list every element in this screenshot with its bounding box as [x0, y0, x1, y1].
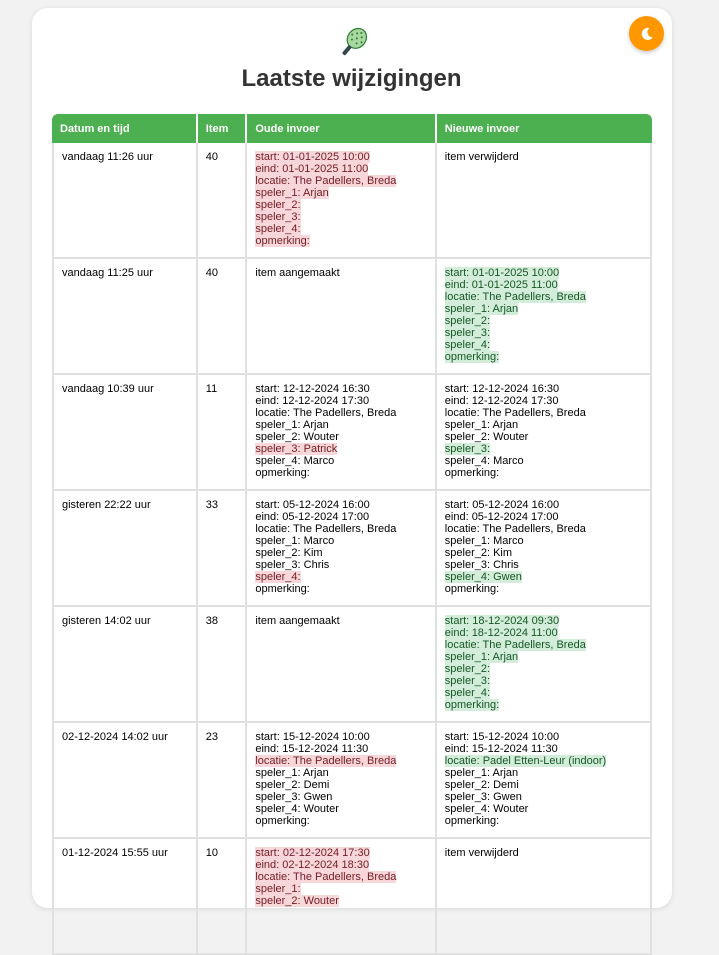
removed-value: locatie: The Padellers, Breda [255, 175, 397, 187]
moon-icon [639, 26, 655, 42]
added-value: eind: 01-01-2025 11:00 [444, 279, 558, 291]
entry-text: speler_2: Demi [255, 779, 330, 791]
entry-line [445, 383, 642, 395]
entry-line [445, 627, 642, 639]
entry-line [255, 187, 426, 199]
entry-text: speler_2: Wouter [444, 431, 529, 443]
entry-text: item aangemaakt [255, 615, 340, 627]
added-value: locatie: The Padellers, Breda [444, 639, 586, 651]
table-header-row [52, 114, 652, 143]
removed-value: eind: 01-01-2025 11:00 [255, 163, 369, 175]
removed-value: speler_1: [255, 883, 301, 895]
entry-text: opmerking: [255, 583, 310, 595]
removed-value: speler_4: [255, 571, 301, 583]
entry-line [445, 571, 642, 583]
entry-line [255, 779, 426, 791]
entry-text: speler_2: Demi [444, 779, 519, 791]
entry-line [255, 883, 426, 895]
cell-item-id: 40 [198, 143, 248, 259]
table-row [52, 259, 652, 375]
cell-old-entry [247, 143, 436, 259]
entry-line [255, 467, 426, 479]
removed-value: speler_2: [255, 199, 301, 211]
cell-datetime: vandaag 11:26 uur [52, 143, 198, 259]
entry-line [255, 419, 426, 431]
added-value: speler_4: Gwen [444, 571, 522, 583]
entry-line [445, 395, 642, 407]
added-value: opmerking: [444, 699, 500, 711]
entry-text: speler_3: Chris [444, 559, 519, 571]
entry-line [255, 895, 426, 907]
entry-line [445, 639, 642, 651]
cell-datetime: gisteren 22:22 uur [52, 491, 198, 607]
entry-text: item verwijderd [444, 847, 519, 859]
entry-line [445, 755, 642, 767]
entry-line [445, 847, 642, 859]
cell-new-entry [437, 143, 652, 259]
entry-text: start: 12-12-2024 16:30 [255, 383, 370, 395]
table-row [52, 607, 652, 723]
entry-text: locatie: The Padellers, Breda [255, 523, 397, 535]
added-value: eind: 18-12-2024 11:00 [444, 627, 558, 639]
entry-line [445, 535, 642, 547]
entry-line [445, 499, 642, 511]
cell-old-entry [247, 259, 436, 375]
entry-line [445, 407, 642, 419]
cell-item-id: 11 [198, 375, 248, 491]
added-value: speler_2: [444, 663, 491, 675]
entry-text: speler_4: Wouter [444, 803, 529, 815]
added-value: start: 01-01-2025 10:00 [444, 267, 560, 279]
entry-line [445, 767, 642, 779]
entry-line [255, 211, 426, 223]
entry-text: speler_2: Wouter [255, 431, 339, 443]
entry-line [445, 327, 642, 339]
table-row [52, 143, 652, 259]
entry-line [255, 847, 426, 859]
added-value: speler_3: [444, 327, 491, 339]
entry-text: speler_1: Marco [255, 535, 335, 547]
header-old-entry: Oude invoer [247, 114, 436, 143]
entry-line [445, 743, 642, 755]
entry-line [255, 583, 426, 595]
cell-item-id: 33 [198, 491, 248, 607]
entry-line [255, 175, 426, 187]
added-value: locatie: The Padellers, Breda [444, 291, 586, 303]
entry-line [255, 163, 426, 175]
removed-value: locatie: The Padellers, Breda [255, 871, 397, 883]
entry-line [445, 803, 642, 815]
entry-line [255, 151, 426, 163]
entry-text: speler_1: Marco [444, 535, 524, 547]
entry-line [445, 687, 642, 699]
cell-item-id: 10 [198, 839, 248, 955]
entry-line [445, 615, 642, 627]
entry-line [255, 223, 426, 235]
entry-text: speler_4: Marco [255, 455, 335, 467]
entry-line [445, 351, 642, 363]
removed-value: opmerking: [255, 235, 310, 247]
entry-line [445, 559, 642, 571]
entry-line [255, 731, 426, 743]
removed-value: speler_3: Patrick [255, 443, 338, 455]
entry-text: speler_2: Kim [444, 547, 513, 559]
entry-line [445, 791, 642, 803]
entry-line [445, 419, 642, 431]
cell-new-entry [437, 259, 652, 375]
entry-line [445, 779, 642, 791]
added-value: opmerking: [444, 351, 500, 363]
entry-text: locatie: The Padellers, Breda [255, 407, 397, 419]
theme-toggle-button[interactable] [629, 16, 664, 51]
cell-old-entry [247, 839, 436, 955]
entry-line [255, 267, 426, 279]
entry-line [255, 859, 426, 871]
entry-text: speler_1: Arjan [255, 767, 329, 779]
added-value: speler_3: [444, 443, 491, 455]
entry-text: item aangemaakt [255, 267, 340, 279]
entry-line [445, 675, 642, 687]
entry-line [255, 571, 426, 583]
entry-text: speler_2: Kim [255, 547, 323, 559]
header-datetime: Datum en tijd [52, 114, 198, 143]
cell-datetime: vandaag 11:25 uur [52, 259, 198, 375]
cell-new-entry [437, 491, 652, 607]
entry-line [445, 651, 642, 663]
cell-item-id: 23 [198, 723, 248, 839]
removed-value: start: 01-01-2025 10:00 [255, 151, 370, 163]
added-value: speler_4: [444, 339, 491, 351]
entry-line [255, 743, 426, 755]
entry-line [445, 279, 642, 291]
entry-text: opmerking: [255, 815, 310, 827]
table-row [52, 839, 652, 955]
added-value: speler_4: [444, 687, 491, 699]
cell-old-entry [247, 723, 436, 839]
cell-item-id: 38 [198, 607, 248, 723]
entry-text: speler_1: Arjan [444, 419, 519, 431]
entry-line [255, 535, 426, 547]
padel-racket-icon [335, 25, 371, 61]
entry-text: speler_4: Marco [444, 455, 524, 467]
entry-line [255, 511, 426, 523]
cell-datetime: 01-12-2024 15:55 uur [52, 839, 198, 955]
added-value: speler_2: [444, 315, 491, 327]
entry-text: start: 05-12-2024 16:00 [444, 499, 560, 511]
page-title: Laatste wijzigingen [241, 65, 462, 92]
cell-datetime: gisteren 14:02 uur [52, 607, 198, 723]
cell-old-entry [247, 375, 436, 491]
entry-text: speler_3: Gwen [255, 791, 333, 803]
entry-text: speler_3: Gwen [444, 791, 522, 803]
changes-table [52, 114, 652, 955]
entry-text: eind: 12-12-2024 17:30 [255, 395, 370, 407]
table-row [52, 375, 652, 491]
entry-line [445, 291, 642, 303]
entry-line [445, 303, 642, 315]
removed-value: speler_4: [255, 223, 301, 235]
entry-line [255, 755, 426, 767]
removed-value: speler_1: Arjan [255, 187, 329, 199]
entry-line [255, 499, 426, 511]
entry-line [445, 455, 642, 467]
entry-text: start: 05-12-2024 16:00 [255, 499, 370, 511]
cell-datetime: vandaag 10:39 uur [52, 375, 198, 491]
cell-new-entry [437, 723, 652, 839]
entry-line [445, 431, 642, 443]
entry-line [445, 467, 642, 479]
entry-line [255, 235, 426, 247]
entry-line [255, 523, 426, 535]
entry-line [255, 407, 426, 419]
header-item: Item [198, 114, 248, 143]
entry-line [445, 151, 642, 163]
entry-text: speler_4: Wouter [255, 803, 339, 815]
entry-text: speler_3: Chris [255, 559, 330, 571]
entry-line [445, 547, 642, 559]
entry-text: start: 15-12-2024 10:00 [444, 731, 560, 743]
entry-line [445, 583, 642, 595]
entry-text: speler_1: Arjan [255, 419, 329, 431]
entry-line [255, 559, 426, 571]
removed-value: start: 02-12-2024 17:30 [255, 847, 370, 859]
cell-new-entry [437, 375, 652, 491]
entry-line [445, 511, 642, 523]
entry-line [255, 443, 426, 455]
entry-text: eind: 12-12-2024 17:30 [444, 395, 559, 407]
added-value: speler_1: Arjan [444, 303, 519, 315]
entry-line [255, 455, 426, 467]
removed-value: speler_3: [255, 211, 301, 223]
entry-line [255, 615, 426, 627]
entry-text: opmerking: [255, 467, 310, 479]
entry-text: locatie: The Padellers, Breda [444, 523, 586, 535]
cell-old-entry [247, 491, 436, 607]
entry-text: eind: 15-12-2024 11:30 [255, 743, 369, 755]
entry-line [445, 699, 642, 711]
table-row [52, 491, 652, 607]
entry-line [445, 523, 642, 535]
added-value: speler_1: Arjan [444, 651, 519, 663]
header-new-entry: Nieuwe invoer [437, 114, 652, 143]
entry-text: opmerking: [444, 583, 500, 595]
entry-line [255, 199, 426, 211]
entry-text: start: 12-12-2024 16:30 [444, 383, 560, 395]
entry-text: eind: 15-12-2024 11:30 [444, 743, 558, 755]
cell-old-entry [247, 607, 436, 723]
removed-value: speler_2: Wouter [255, 895, 339, 907]
entry-line [255, 767, 426, 779]
entry-line [255, 791, 426, 803]
added-value: start: 18-12-2024 09:30 [444, 615, 560, 627]
entry-text: eind: 05-12-2024 17:00 [255, 511, 370, 523]
cell-item-id: 40 [198, 259, 248, 375]
entry-line [445, 339, 642, 351]
entry-text: locatie: The Padellers, Breda [444, 407, 586, 419]
entry-line [255, 815, 426, 827]
entry-line [255, 871, 426, 883]
table-row [52, 723, 652, 839]
removed-value: eind: 02-12-2024 18:30 [255, 859, 370, 871]
entry-text: start: 15-12-2024 10:00 [255, 731, 370, 743]
cell-new-entry [437, 607, 652, 723]
entry-line [445, 315, 642, 327]
entry-line [445, 815, 642, 827]
entry-text: speler_1: Arjan [444, 767, 519, 779]
entry-line [445, 267, 642, 279]
entry-text: item verwijderd [444, 151, 519, 163]
entry-line [445, 731, 642, 743]
entry-text: opmerking: [444, 815, 500, 827]
entry-line [255, 431, 426, 443]
entry-line [445, 443, 642, 455]
entry-line [255, 547, 426, 559]
cell-new-entry [437, 839, 652, 955]
entry-line [255, 383, 426, 395]
entry-line [445, 663, 642, 675]
entry-line [255, 395, 426, 407]
added-value: locatie: Padel Etten-Leur (indoor) [444, 755, 607, 767]
entry-text: opmerking: [444, 467, 500, 479]
added-value: speler_3: [444, 675, 491, 687]
removed-value: locatie: The Padellers, Breda [255, 755, 397, 767]
cell-datetime: 02-12-2024 14:02 uur [52, 723, 198, 839]
entry-line [255, 803, 426, 815]
entry-text: eind: 05-12-2024 17:00 [444, 511, 559, 523]
